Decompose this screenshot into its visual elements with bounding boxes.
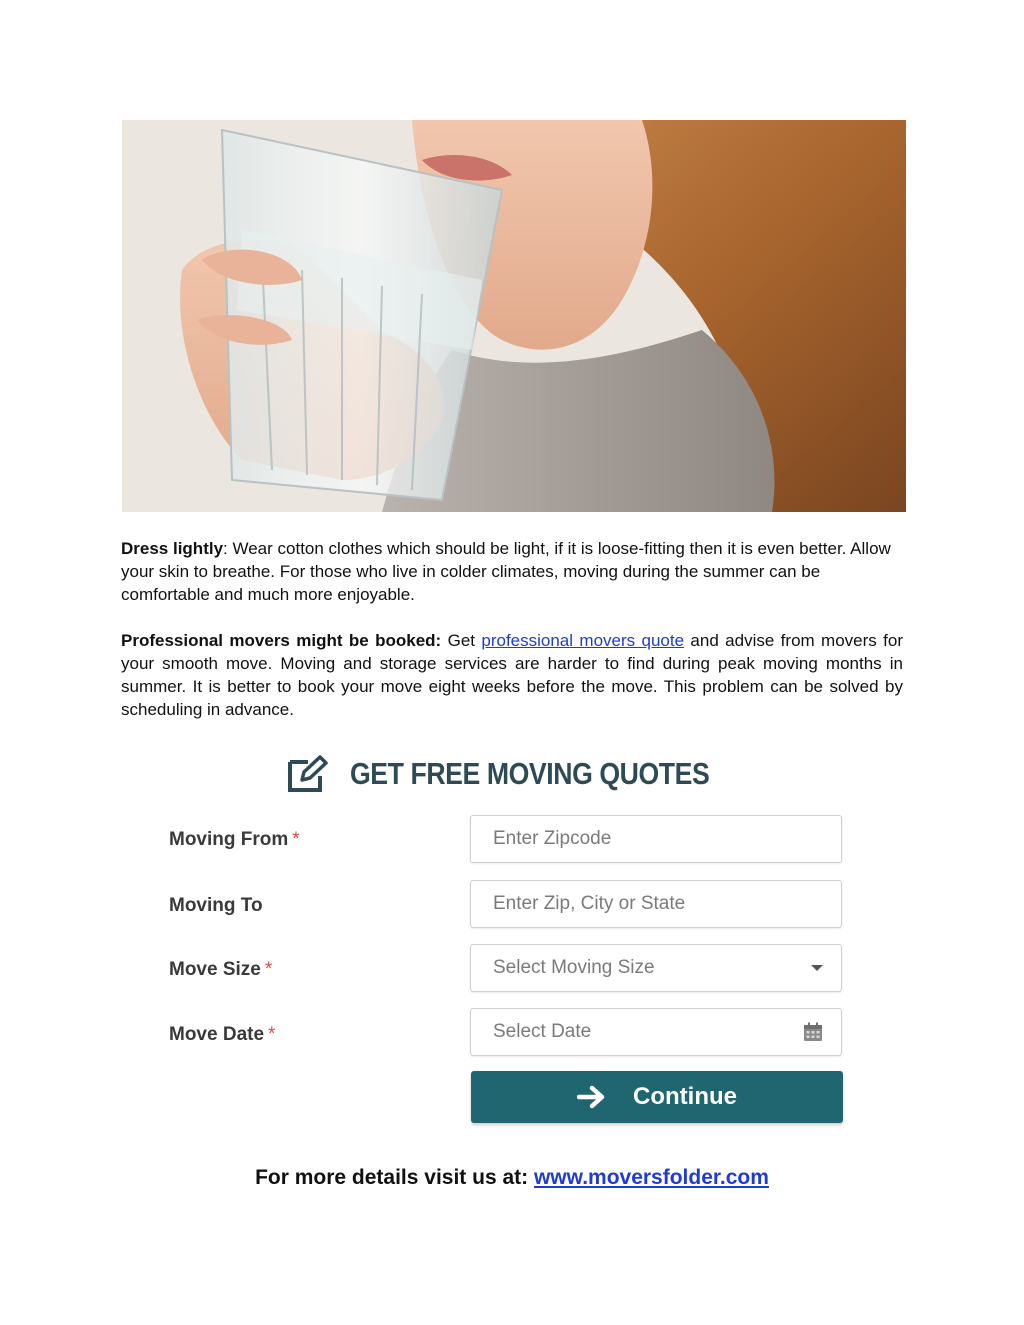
- move-size-label: Move Size *: [169, 959, 273, 980]
- edit-icon: [286, 754, 328, 794]
- required-mark: *: [292, 829, 300, 850]
- dress-lightly-text: : Wear cotton clothes which should be light, if it is loose-fitting then it is even better. Allow your skin to breathe. For those who live in colder climates, moving during the summer can be comfortable and much more enjoyable.: [121, 539, 891, 604]
- moving-to-input[interactable]: [470, 880, 842, 928]
- move-date-label: Move Date *: [169, 1024, 276, 1045]
- moving-to-label: Moving To: [169, 895, 263, 916]
- dress-lightly-heading: Dress lightly: [121, 539, 224, 558]
- required-mark: *: [264, 959, 273, 980]
- moving-to-placeholder: Enter Zip, City or State: [493, 893, 686, 914]
- continue-label: Continue: [633, 1083, 737, 1110]
- movers-text-after-link: and advise from movers for your smooth move. Moving and storage services are harder to find during peak moving months in summer. It is better to book your move eight weeks before the move. This problem can be solved by scheduling in advance.: [121, 631, 903, 719]
- move-size-select[interactable]: [470, 944, 842, 992]
- professional-movers-heading: Professional movers might be booked:: [121, 631, 442, 650]
- professional-movers-paragraph: [121, 629, 903, 721]
- moving-from-label: Moving From *: [169, 829, 300, 850]
- photo-illustration: [122, 120, 906, 512]
- footer-text: For more details visit us at:: [255, 1166, 534, 1189]
- calendar-icon: [803, 1022, 823, 1042]
- woman-drinking-water-photo: [122, 120, 906, 512]
- professional-movers-quote-link[interactable]: professional movers quote: [481, 631, 685, 650]
- website-link[interactable]: www.moversfolder.com: [533, 1166, 769, 1189]
- move-date-input[interactable]: [470, 1008, 842, 1056]
- arrow-right-icon: [577, 1085, 607, 1109]
- footer-line: [0, 1166, 1024, 1190]
- continue-button[interactable]: [471, 1071, 843, 1123]
- move-size-placeholder: Select Moving Size: [493, 957, 655, 978]
- dress-lightly-paragraph: [121, 537, 903, 606]
- moving-from-placeholder: Enter Zipcode: [493, 828, 612, 849]
- form-title-text: GET FREE MOVING QUOTES: [350, 756, 710, 791]
- movers-text-before-link: Get: [441, 631, 482, 650]
- required-mark: *: [268, 1024, 276, 1045]
- move-date-placeholder: Select Date: [493, 1021, 592, 1042]
- moving-from-input[interactable]: [470, 815, 842, 863]
- form-title: [286, 750, 768, 798]
- chevron-down-icon: [811, 965, 823, 971]
